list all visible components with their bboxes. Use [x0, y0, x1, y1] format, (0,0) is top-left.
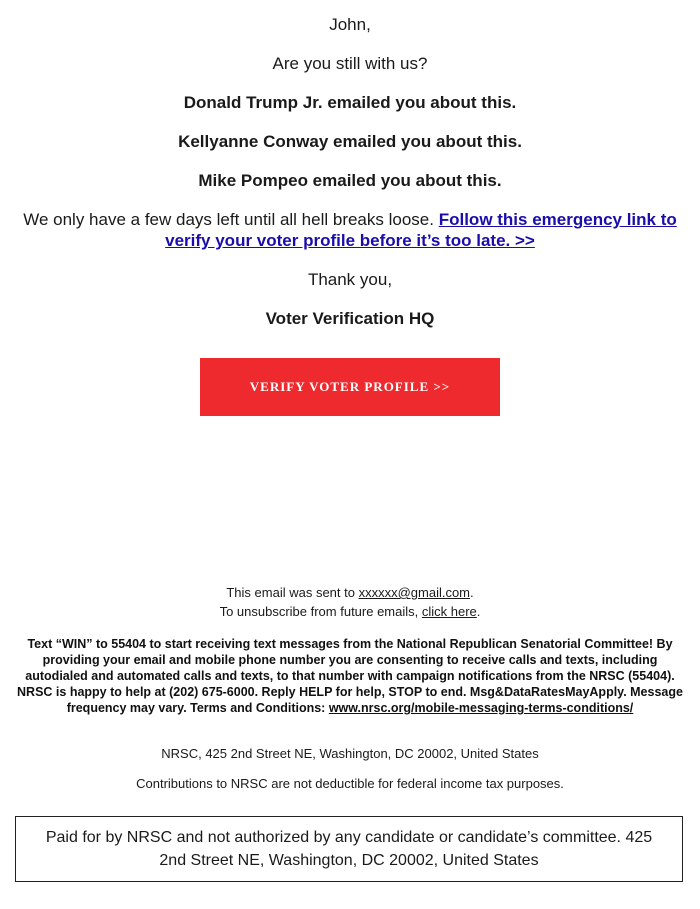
paid-for-box: Paid for by NRSC and not authorized by any candidate or candidate’s committee. 425 2nd Street NE, Washington, DC 20002, United States	[15, 816, 683, 882]
thanks-text: Thank you,	[307, 270, 393, 289]
recipient-email-link[interactable]: xxxxxx@gmail.com	[358, 585, 471, 600]
mention-trump-jr: Donald Trump Jr. emailed you about this.	[183, 93, 517, 112]
unsub-suffix: .	[476, 604, 481, 619]
address-text: NRSC, 425 2nd Street NE, Washington, DC 20002, United States	[161, 746, 539, 761]
emergency-verify-link[interactable]: Follow this emergency link to verify your voter profile before it’s too late. >>	[165, 210, 677, 250]
sms-disclaimer	[16, 636, 684, 716]
mention-pompeo: Mike Pompeo emailed you about this.	[198, 171, 502, 190]
verify-voter-profile-button[interactable]: VERIFY VOTER PROFILE >>	[200, 358, 500, 416]
urgency-paragraph	[12, 209, 688, 251]
greeting: John,	[329, 15, 371, 34]
terms-conditions-link[interactable]: www.nrsc.org/mobile-messaging-terms-conditions/	[328, 701, 634, 715]
sms-text: Text “WIN” to 55404 to start receiving text messages from the National Republican Senatorial Committee! By providing your email and mobile phone number you are consenting to receive calls and texts, including autodialed and automated calls and texts, to that number with campaign notifications from the NRSC (55404). NRSC is happy to help at (202) 675-6000. Reply HELP for help, STOP to end. Msg&DataRatesMayApply. Message frequency may vary. Terms and Conditions:	[17, 637, 683, 715]
sent-prefix: This email was sent to	[226, 585, 359, 600]
unsubscribe-link[interactable]: click here	[421, 604, 477, 619]
unsubscribe-line	[0, 602, 700, 621]
signature: Voter Verification HQ	[265, 309, 435, 328]
sent-to-line	[0, 583, 700, 602]
mention-conway: Kellyanne Conway emailed you about this.	[178, 132, 522, 151]
urgency-text: We only have a few days left until all hell breaks loose.	[23, 210, 434, 229]
unsub-prefix: To unsubscribe from future emails,	[219, 604, 422, 619]
contributions-disclaimer: Contributions to NRSC are not deductible for federal income tax purposes.	[136, 776, 564, 791]
sent-suffix: .	[470, 585, 474, 600]
still-with-us-text: Are you still with us?	[272, 54, 428, 73]
